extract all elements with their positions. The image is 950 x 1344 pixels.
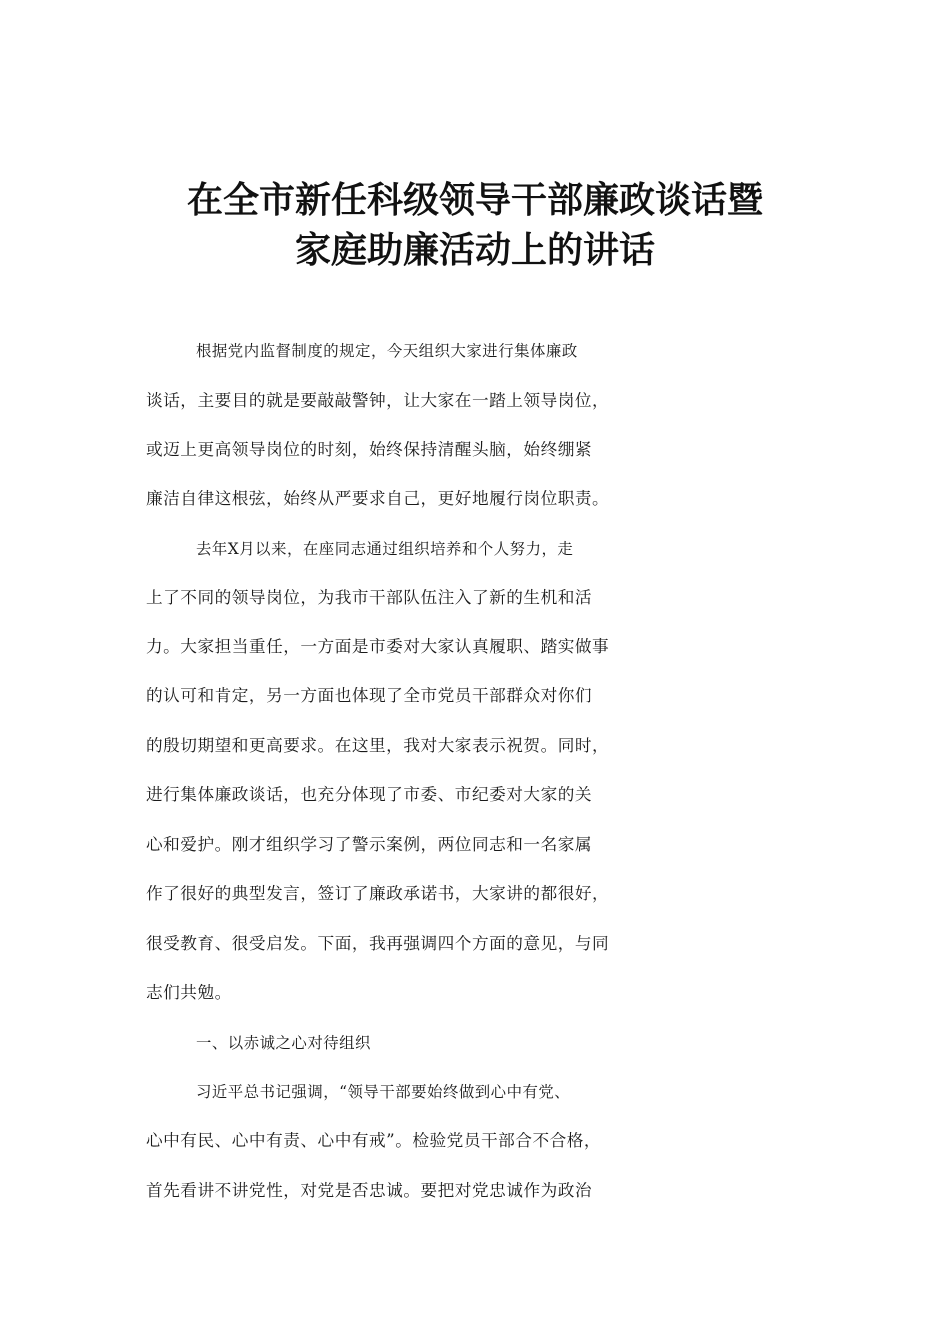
paragraph-3-line-2: 心中有民、心中有责、心中有戒”。检验党员干部合不合格，	[146, 1131, 602, 1150]
paragraph-2-line-4: 的认可和肯定，另一方面也体现了全市党员干部群众对你们	[146, 686, 593, 705]
document-title-line-1: 在全市新任科级领导干部廉政谈话暨	[186, 179, 763, 221]
paragraph-2-line-7: 心和爱护。刚才组织学习了警示案例，两位同志和一名家属	[146, 835, 593, 854]
paragraph-3-line-3: 首先看讲不讲党性，对党是否忠诚。要把对党忠诚作为政治	[146, 1181, 593, 1200]
paragraph-2-line-3: 力。大家担当重任，一方面是市委对大家认真履职、踏实做事	[146, 637, 610, 656]
paragraph-2-line-8: 作了很好的典型发言，签订了廉政承诺书，大家讲的都很好，	[146, 884, 610, 903]
paragraph-2-line-2: 上了不同的领导岗位，为我市干部队伍注入了新的生机和活	[146, 588, 593, 607]
paragraph-1-line-4: 廉洁自律这根弦，始终从严要求自己，更好地履行岗位职责。	[146, 489, 610, 508]
paragraph-2-line-1: 去年X月以来，在座同志通过组织培养和个人努力，走	[196, 540, 574, 558]
paragraph-2-line-5: 的殷切期望和更高要求。在这里，我对大家表示祝贺。同时，	[146, 736, 610, 755]
paragraph-2-line-9: 很受教育、很受启发。下面，我再强调四个方面的意见，与同	[146, 934, 610, 953]
paragraph-1-line-2: 谈话，主要目的就是要敲敲警钟，让大家在一踏上领导岗位，	[146, 391, 610, 410]
paragraph-1-line-1: 根据党内监督制度的规定，今天组织大家进行集体廉政	[196, 342, 578, 360]
document-title-line-2: 家庭助廉活动上的讲话	[294, 229, 655, 271]
section-heading-1: 一、以赤诚之心对待组织	[196, 1034, 371, 1052]
paragraph-3-line-1: 习近平总书记强调，“领导干部要始终做到心中有党、	[196, 1083, 571, 1101]
paragraph-1-line-3: 或迈上更高领导岗位的时刻，始终保持清醒头脑，始终绷紧	[146, 440, 593, 459]
paragraph-2-line-6: 进行集体廉政谈话，也充分体现了市委、市纪委对大家的关	[146, 785, 593, 804]
paragraph-2-line-10: 志们共勉。	[146, 983, 232, 1002]
